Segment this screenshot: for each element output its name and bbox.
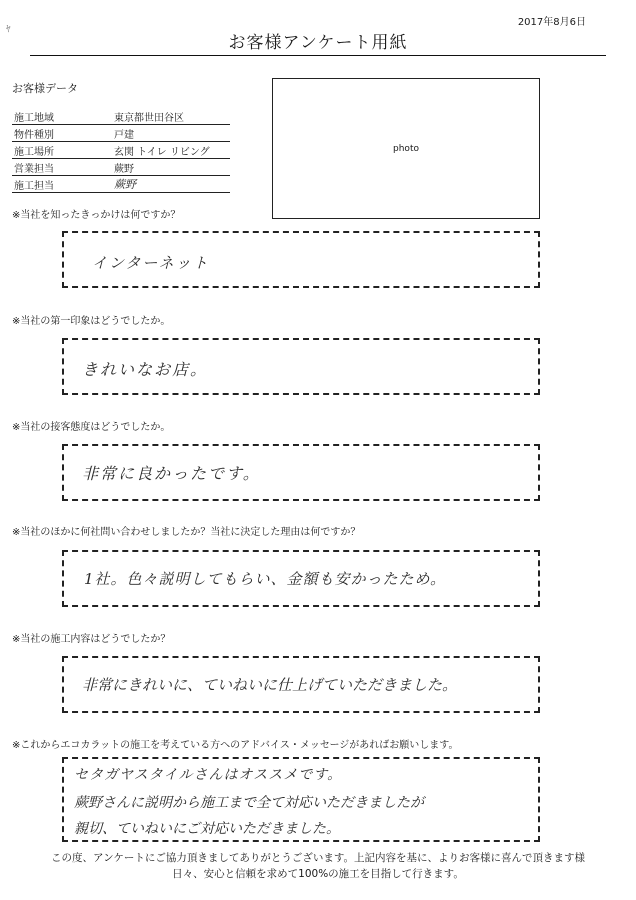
row-value: 東京都世田谷区 [90,107,230,124]
row-label: 施工場所 [12,141,90,158]
row-value: 戸建 [90,124,230,141]
question-5: ※当社の施工内容はどうでしたか？ [12,634,171,645]
form-date: 2017年8月6日 [517,17,586,28]
customer-data-heading: お客様データ [12,82,78,95]
scan-mark: ﾔ [6,25,11,35]
row-label: 物件種別 [12,124,90,141]
footer-line-1: この度、アンケートにご協力頂きましてありがとうございます。上記内容を基に、よりお客様に喜んで頂きます様 [50,852,586,864]
row-value: 蕨野 [90,158,230,175]
customer-row-installer [12,175,230,192]
question-1: ※当社を知ったきっかけは何ですか？ [12,210,181,221]
footer-line-2: 日々、安心と信頼を求めて100%の施工を目指して行きます。 [172,868,464,880]
photo-placeholder [272,78,540,219]
customer-row-location [12,141,230,158]
question-4: ※当社のほかに何社問い合わせしましたか？当社に決定した理由は何ですか？ [12,527,361,538]
customer-row-sales-rep [12,158,230,175]
customer-row-property-type [12,124,230,141]
answer-6-line-1: セタガヤスタイルさんはオススメです。 [74,767,343,783]
row-value: 玄関 トイレ リビング [90,141,230,158]
answer-2-line-1: きれいなお店。 [82,360,209,379]
row-value-handwritten: 蕨野 [90,175,230,192]
row-label: 営業担当 [12,158,90,175]
question-2: ※当社の第一印象はどうでしたか。 [12,316,171,327]
question-6: ※これからエコカラットの施工を考えている方へのアドバイス・メッセージがあればお願いします。 [12,740,459,751]
answer-6-line-2: 蕨野さんに説明から施工まで全て対応いただきましたが [74,795,424,811]
question-3: ※当社の接客態度はどうでしたか。 [12,422,171,433]
answer-6-line-3: 親切、ていねいにご対応いただきました。 [74,821,340,837]
answer-1-line-1: インターネット [92,254,210,272]
answer-4-line-1: 1社。色々説明してもらい、金額も安かったため。 [84,570,446,588]
title-divider [30,55,606,56]
answer-3-line-1: 非常に良かったです。 [82,464,261,483]
row-label: 施工担当 [12,175,90,192]
answer-5-line-1: 非常にきれいに、ていねいに仕上げていただきました。 [82,676,458,694]
customer-row-area [12,107,230,124]
page-title: お客様アンケート用紙 [228,33,408,53]
customer-data-table [12,107,230,193]
photo-label: photo [393,143,419,154]
row-label: 施工地域 [12,107,90,124]
